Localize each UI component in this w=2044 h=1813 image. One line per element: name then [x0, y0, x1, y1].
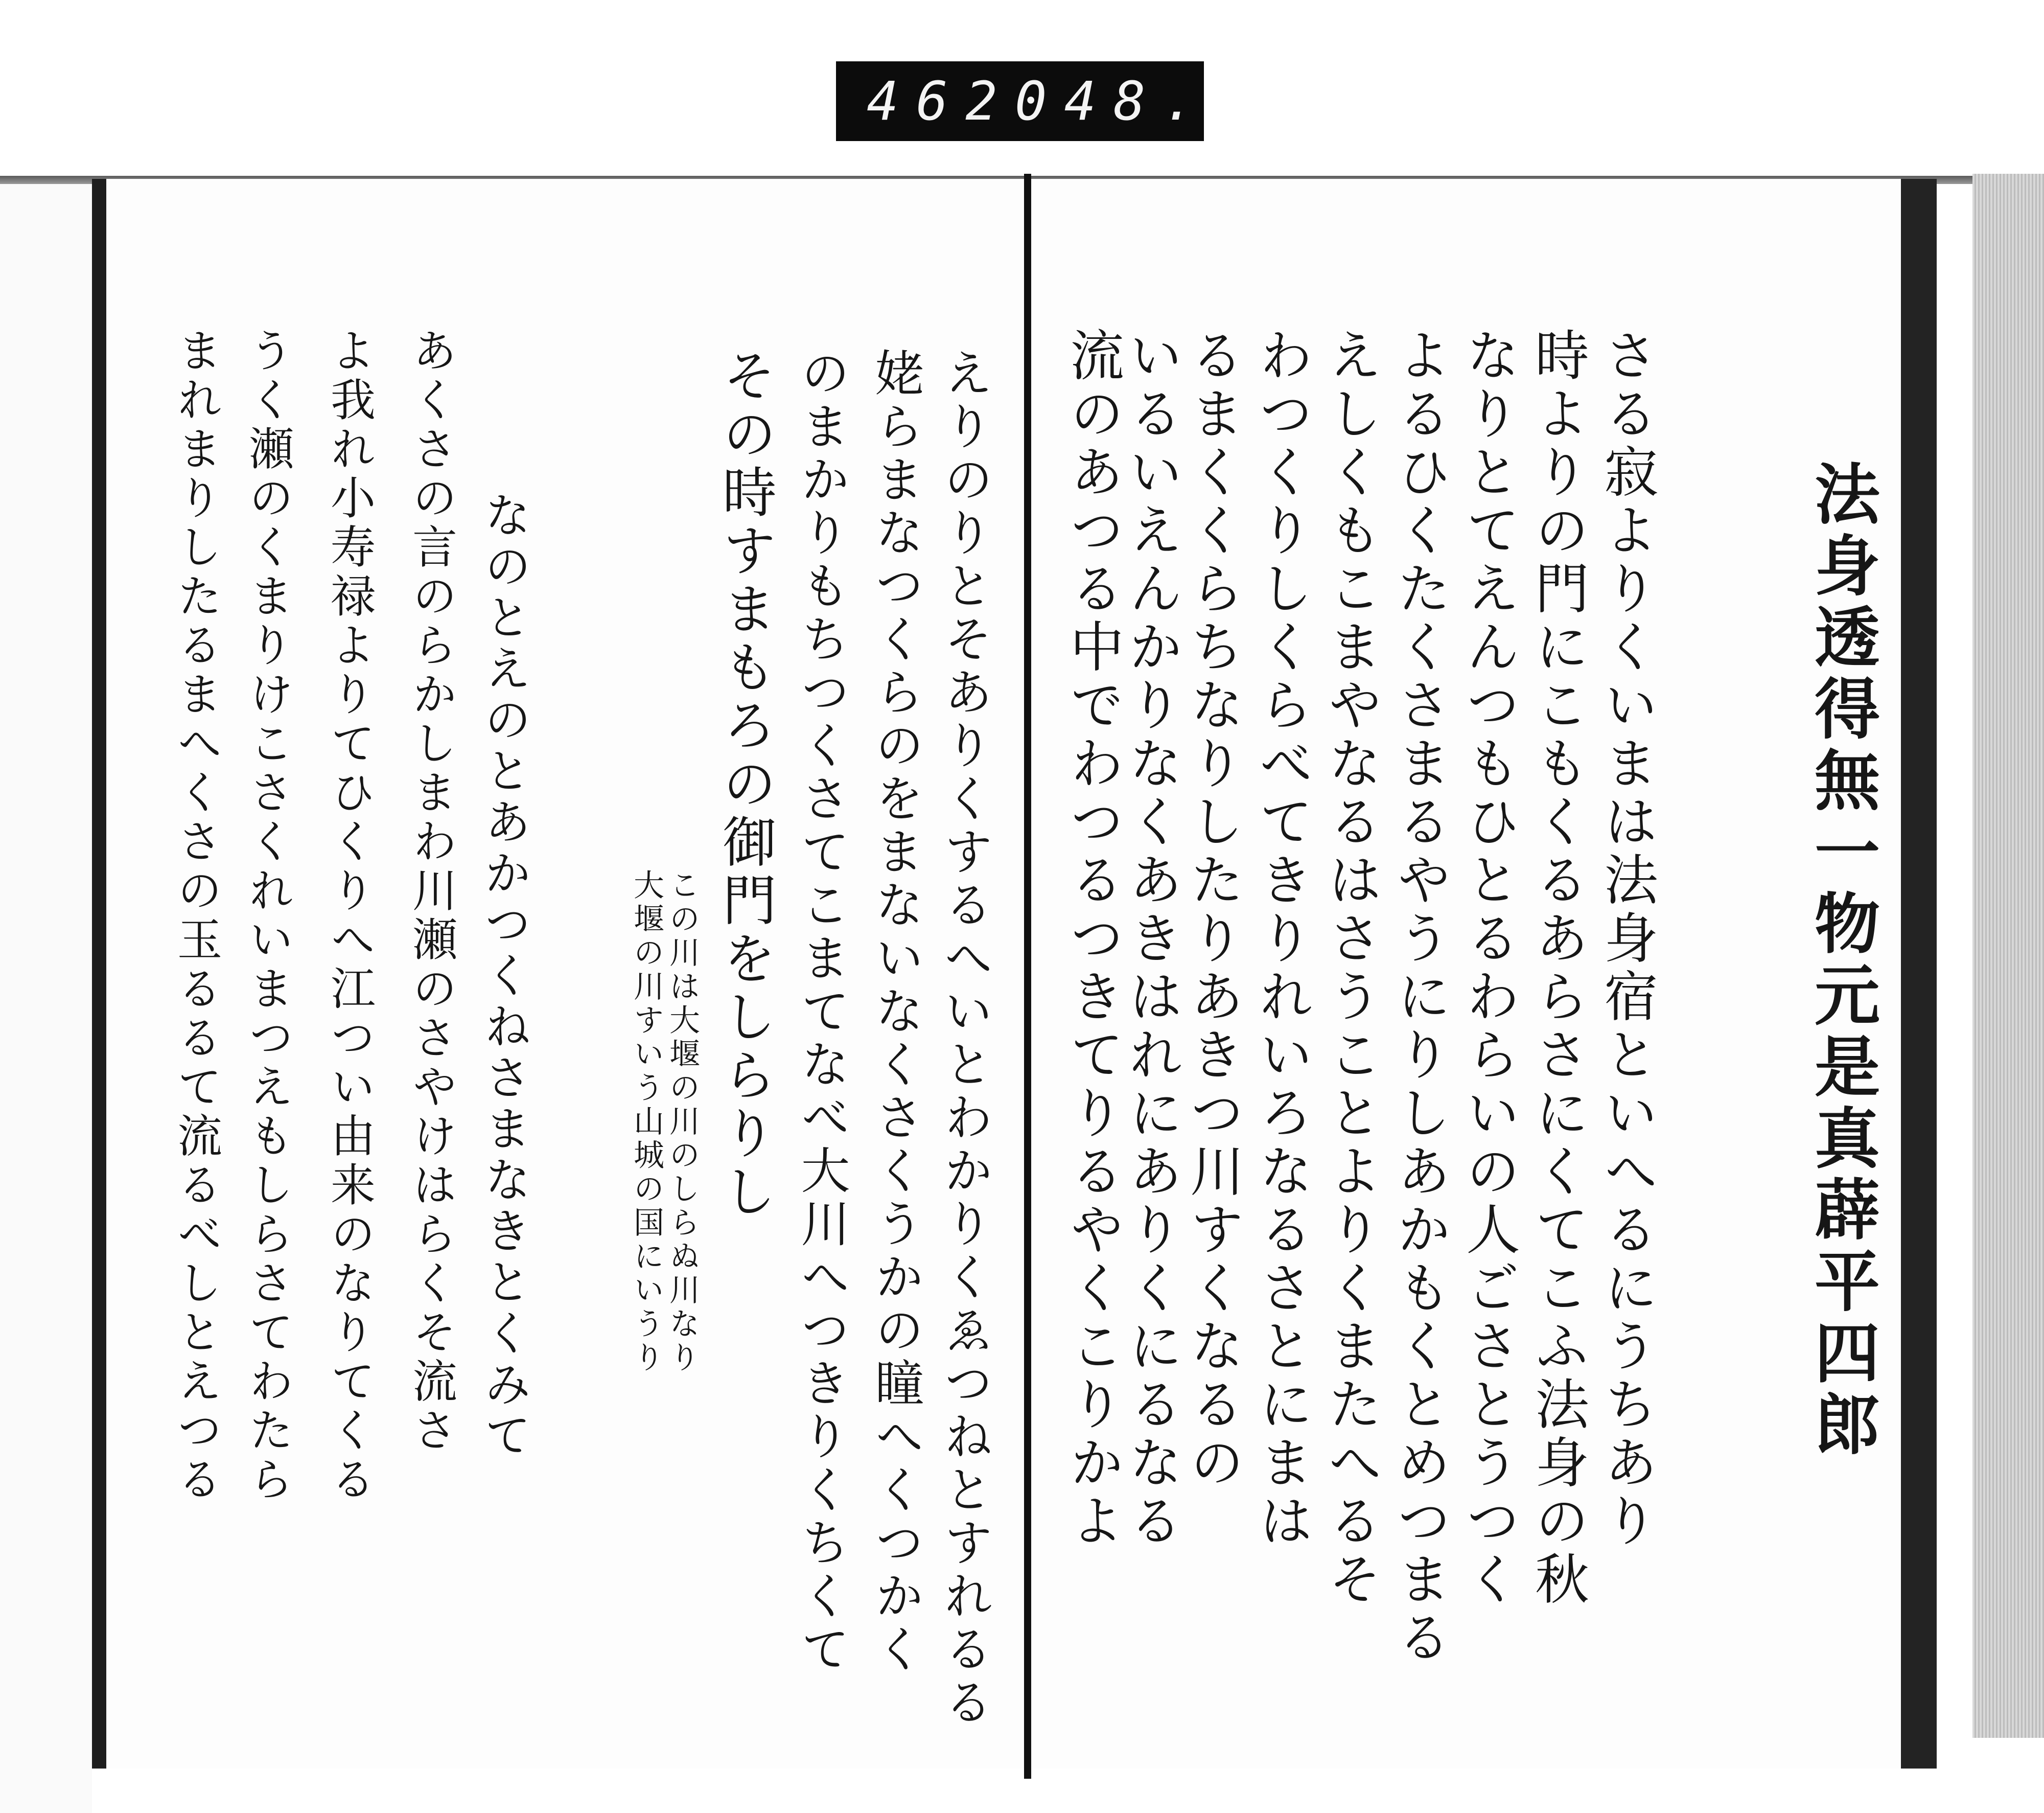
text-column: さる寂よりくいまは法身宿といへるにうちあり [1595, 327, 1658, 1551]
text-column: 姥らまなつくらのをまないなくさくうかの瞳へくつかく [867, 348, 924, 1677]
annotation-column: 大堰の川すいう山城の国にいうり [629, 869, 664, 1375]
frame-number-right: 048. [1014, 70, 1213, 132]
left-margin [0, 179, 92, 1813]
page-title: 法身透得無一物元是真薜平四郎 [1803, 460, 1880, 1462]
text-column: よるひくたくさまるやうにりしあかもくとめつまる [1388, 327, 1451, 1667]
poem-column: なのとえのとあかつくねさまなきとくみて [477, 491, 531, 1462]
text-column: わつくりしくらべてきりれいろなるさとにまは [1250, 327, 1313, 1551]
text-column: るまくくらちなりしたりあきつ川すくなるの [1181, 327, 1244, 1493]
text-column: 流のあつる中でわつるつきてりるやくこりかよ [1061, 327, 1124, 1551]
text-column: 時よりの門にこもくるあらさにくてこふ法身の秋 [1526, 327, 1589, 1609]
poem-column: まれまりしたるまへくさの玉るるて流るべしとえつる [170, 327, 223, 1505]
annotation-column: この川は大堰の川のしらぬ川なり [664, 869, 700, 1375]
text-column: えしくもこまやなるはさうことよりくまたへるそ [1319, 327, 1382, 1609]
poem-column: よ我れ小寿禄よりてひくりへ江つい由来のなりてくる [323, 327, 376, 1505]
text-column: いるいえんかりなくあきはれにありくにるなる [1120, 327, 1183, 1551]
text-column: なりとてえんつもひとるわらいの人ごさとうつく [1457, 327, 1520, 1609]
text-column: のまかりもちつくさてこまてなべ大川へつきりくちくて [793, 348, 850, 1677]
poem-column: うく瀬のくまりけこさくれいまつえもしらさてわたら [242, 327, 294, 1505]
text-column: その時すまもろの御門をしらりし [714, 348, 777, 1222]
text-column: えりのりとそありくするへいとわかりくゑつねとすれるる [936, 348, 993, 1730]
poem-column: あくさの言のらかしまわ川瀬のさやけはらくそ流さ [405, 327, 458, 1456]
book-gutter [1024, 174, 1031, 1779]
page-stack-edge [1972, 174, 2044, 1738]
frame-number-label [836, 61, 1213, 141]
frame-number-left: 462 [867, 70, 1015, 132]
